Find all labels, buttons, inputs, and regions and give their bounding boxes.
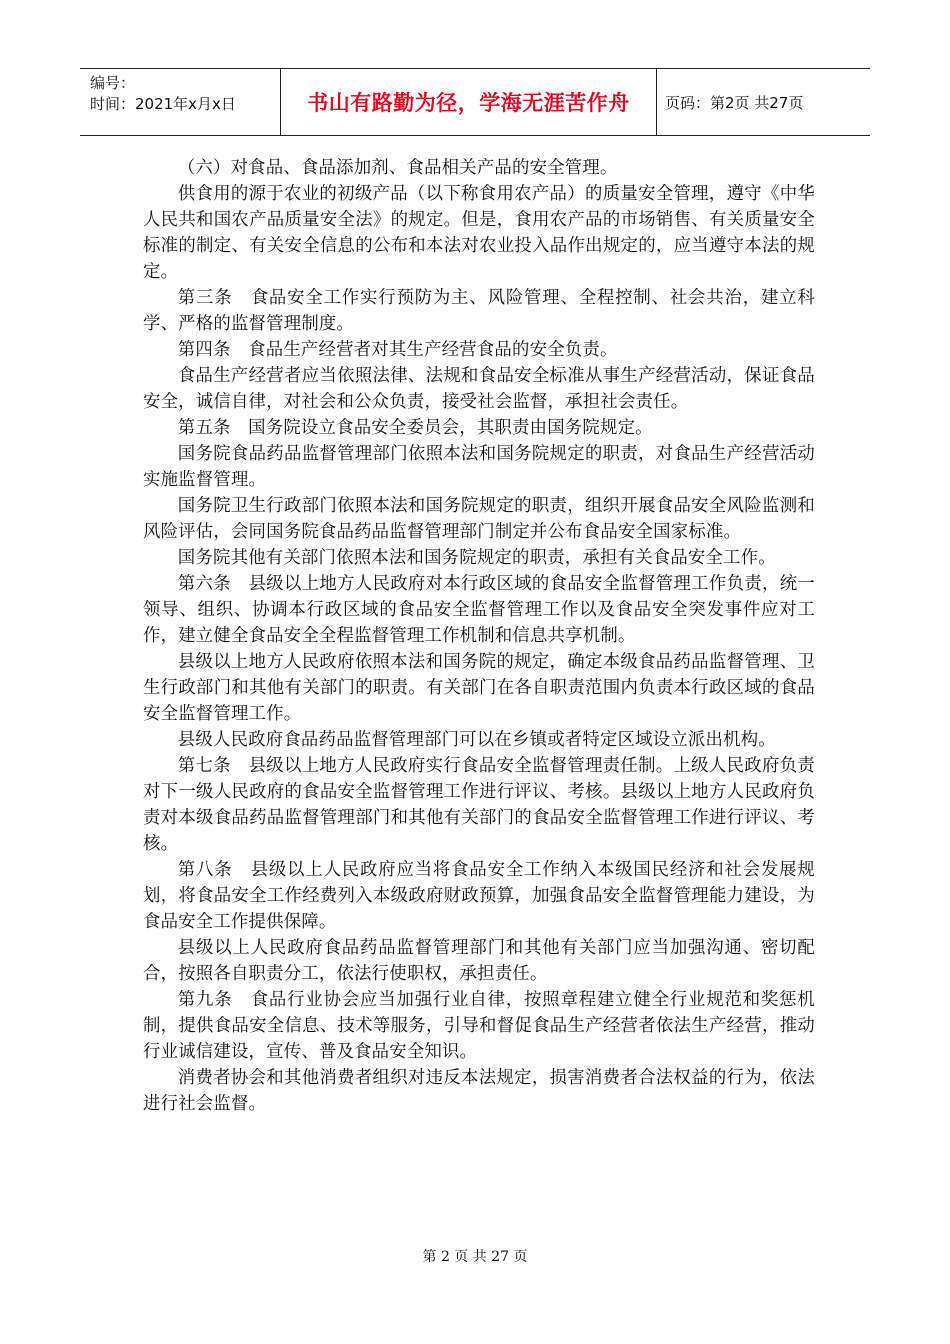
footer-page-number: 第 2 页 共 27 页 (422, 1249, 528, 1265)
header-page-cell (657, 69, 870, 135)
paragraph: 第七条 县级以上地方人民政府实行食品安全监督管理责任制。上级人民政府负责对下一级人民政府的食品安全监督管理工作进行评议、考核。县级以上地方人民政府负责对本级食品药品监督管理部门和其他有关部门的食品安全监督管理工作进行评议、考核。 (143, 756, 815, 854)
page-header (80, 68, 870, 136)
paragraph: 第八条 县级以上人民政府应当将食品安全工作纳入本级国民经济和社会发展规划，将食品安全工作经费列入本级政府财政预算，加强食品安全监督管理能力建设，为食品安全工作提供保障。 (143, 860, 815, 932)
paragraph: 第四条 食品生产经营者对其生产经营食品的安全负责。 (177, 340, 618, 360)
paragraph: 第六条 县级以上地方人民政府对本行政区域的食品安全监督管理工作负责，统一领导、组织、协调本行政区域的食品安全监督管理工作以及食品安全突发事件应对工作，建立健全食品安全全程监督管理工作机制和信息共享机制。 (143, 574, 815, 646)
header-motto: 书山有路勤为径，学海无涯苦作舟 (307, 91, 630, 115)
paragraph: 第九条 食品行业协会应当加强行业自律，按照章程建立健全行业规范和奖惩机制，提供食品安全信息、技术等服务，引导和督促食品生产经营者依法生产经营，推动行业诚信建设，宣传、普及食品安全知识。 (143, 990, 815, 1062)
paragraph: 县级以上人民政府食品药品监督管理部门和其他有关部门应当加强沟通、密切配合，按照各自职责分工，依法行使职权，承担责任。 (143, 938, 815, 984)
paragraph: （六）对食品、食品添加剂、食品相关产品的安全管理。 (177, 158, 618, 178)
paragraph: 国务院其他有关部门依照本法和国务院规定的职责，承担有关食品安全工作。 (177, 548, 776, 568)
paragraph: 供食用的源于农业的初级产品（以下称食用农产品）的质量安全管理，遵守《中华人民共和国农产品质量安全法》的规定。但是，食用农产品的市场销售、有关质量安全标准的制定、有关安全信息的公布和本法对农业投入品作出规定的，应当遵守本法的规定。 (143, 184, 815, 282)
header-page-number: 页码：第2页 共27页 (665, 93, 804, 112)
header-meta (80, 69, 281, 135)
paragraph: 国务院卫生行政部门依照本法和国务院规定的职责，组织开展食品安全风险监测和风险评估，会同国务院食品药品监督管理部门制定并公布食品安全国家标准。 (143, 496, 815, 542)
paragraph: 国务院食品药品监督管理部门依照本法和国务院规定的职责，对食品生产经营活动实施监督管理。 (143, 444, 815, 490)
document-body (143, 155, 815, 1117)
paragraph: 第五条 国务院设立食品安全委员会，其职责由国务院规定。 (177, 418, 653, 438)
header-motto-cell (281, 69, 657, 135)
document-date-label: 时间：2021年x月x日 (90, 95, 236, 113)
paragraph: 县级以上地方人民政府依照本法和国务院的规定，确定本级食品药品监督管理、卫生行政部门和其他有关部门的职责。有关部门在各自职责范围内负责本行政区域的食品安全监督管理工作。 (143, 652, 815, 724)
document-number-label: 编号： (90, 74, 136, 92)
paragraph: 食品生产经营者应当依照法律、法规和食品安全标准从事生产经营活动，保证食品安全，诚信自律，对社会和公众负责，接受社会监督，承担社会责任。 (143, 366, 815, 412)
page-footer (0, 1246, 950, 1266)
paragraph: 第三条 食品安全工作实行预防为主、风险管理、全程控制、社会共治，建立科学、严格的监督管理制度。 (143, 288, 815, 334)
paragraph: 消费者协会和其他消费者组织对违反本法规定，损害消费者合法权益的行为，依法进行社会监督。 (143, 1068, 815, 1114)
paragraph: 县级人民政府食品药品监督管理部门可以在乡镇或者特定区域设立派出机构。 (177, 730, 776, 750)
